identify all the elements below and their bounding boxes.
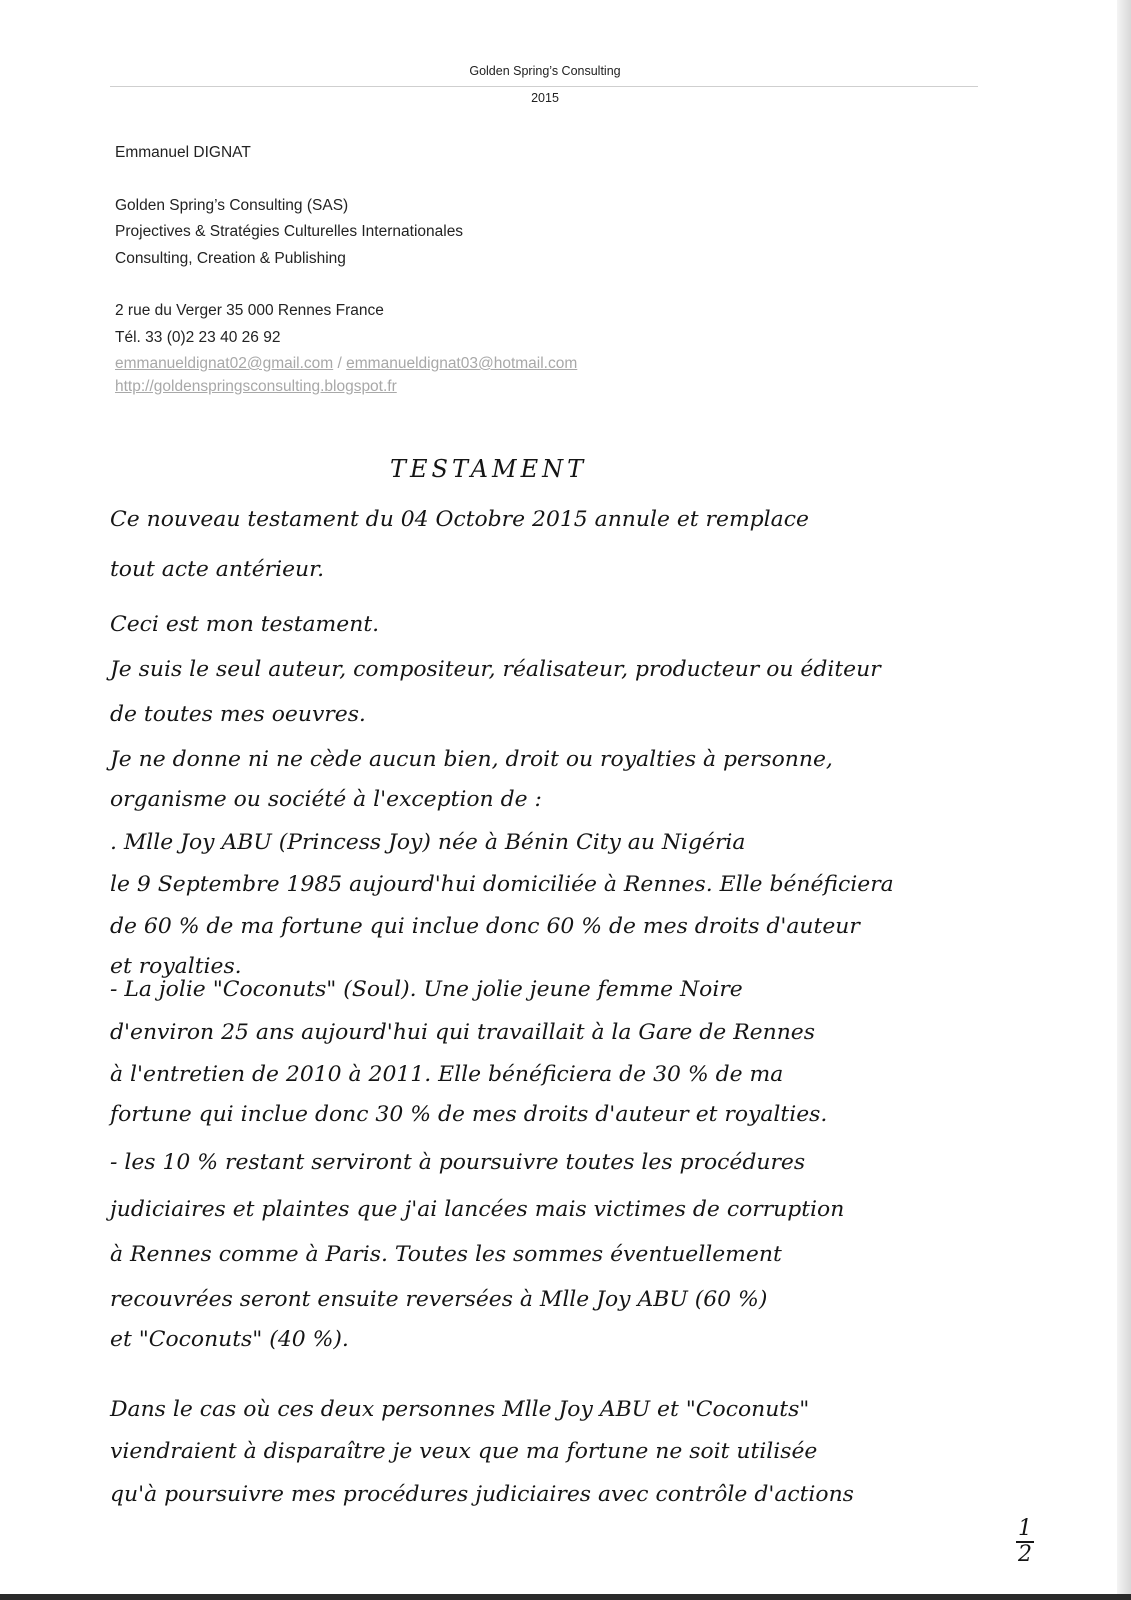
body-line: fortune qui inclue donc 30 % de mes droits d'auteur et royalties.: [110, 1102, 828, 1127]
body-line: de 60 % de ma fortune qui inclue donc 60 % de mes droits d'auteur: [110, 914, 860, 939]
body-line: - La jolie "Coconuts" (Soul). Une jolie jeune femme Noire: [110, 977, 743, 1002]
company-line: Golden Spring’s Consulting (SAS): [115, 196, 349, 214]
page-number: [1016, 1518, 1034, 1566]
body-line: Dans le cas où ces deux personnes Mlle Joy ABU et "Coconuts": [110, 1397, 810, 1422]
email-separator: /: [333, 355, 347, 372]
letterhead: [115, 140, 577, 400]
body-line: à Rennes comme à Paris. Toutes les sommes éventuellement: [110, 1242, 782, 1267]
body-line: Je suis le seul auteur, compositeur, réalisateur, producteur ou éditeur: [110, 657, 881, 682]
scan-bottom-edge: [0, 1594, 1131, 1600]
body-line: à l'entretien de 2010 à 2011. Elle bénéficiera de 30 % de ma: [110, 1062, 784, 1087]
body-line: tout acte antérieur.: [110, 557, 325, 582]
body-line: judiciaires et plaintes que j'ai lancées mais victimes de corruption: [110, 1197, 845, 1222]
company-tagline: Projectives & Stratégies Culturelles Internationales: [115, 223, 464, 240]
body-line: Ce nouveau testament du 04 Octobre 2015 annule et remplace: [110, 507, 809, 532]
email-link-2[interactable]: emmanueldignat03@hotmail.com: [346, 355, 578, 372]
scan-page-edge: [1117, 0, 1131, 1600]
body-line: . Mlle Joy ABU (Princess Joy) née à Bénin City au Nigéria: [110, 830, 746, 855]
page-number-current: 1: [1018, 1516, 1032, 1541]
header-divider: [110, 86, 978, 87]
header-year: 2015: [531, 91, 559, 105]
email-link-1[interactable]: emmanueldignat02@gmail.com: [115, 355, 334, 372]
phone-number: Tél. 33 (0)2 23 40 26 92: [115, 328, 281, 346]
body-line: d'environ 25 ans aujourd'hui qui travaillait à la Gare de Rennes: [110, 1020, 815, 1045]
body-line: recouvrées seront ensuite reversées à Mlle Joy ABU (60 %): [110, 1287, 768, 1312]
body-line: le 9 Septembre 1985 aujourd'hui domiciliée à Rennes. Elle bénéficiera: [110, 872, 894, 897]
body-line: organisme ou société à l'exception de :: [110, 787, 542, 812]
website-link[interactable]: http://goldenspringsconsulting.blogspot.fr: [115, 377, 397, 395]
body-line: qu'à poursuivre mes procédures judiciaires avec contrôle d'actions: [110, 1482, 854, 1507]
body-line: viendraient à disparaître je veux que ma fortune ne soit utilisée: [110, 1439, 818, 1464]
company-services: Consulting, Creation & Publishing: [115, 249, 346, 267]
body-line: Ceci est mon testament.: [110, 612, 380, 637]
sender-name: Emmanuel DIGNAT: [115, 144, 251, 161]
body-line: et "Coconuts" (40 %).: [110, 1327, 349, 1352]
body-line: de toutes mes oeuvres.: [110, 702, 366, 727]
body-line: Je ne donne ni ne cède aucun bien, droit ou royalties à personne,: [110, 747, 833, 772]
body-line: - les 10 % restant serviront à poursuivre toutes les procédures: [110, 1150, 806, 1175]
body-line: et royalties.: [110, 954, 242, 979]
postal-address: 2 rue du Verger 35 000 Rennes France: [115, 302, 384, 319]
header-company: Golden Spring’s Consulting: [469, 64, 621, 78]
document-title: TESTAMENT: [390, 455, 588, 483]
page-number-total: 2: [1018, 1542, 1032, 1567]
